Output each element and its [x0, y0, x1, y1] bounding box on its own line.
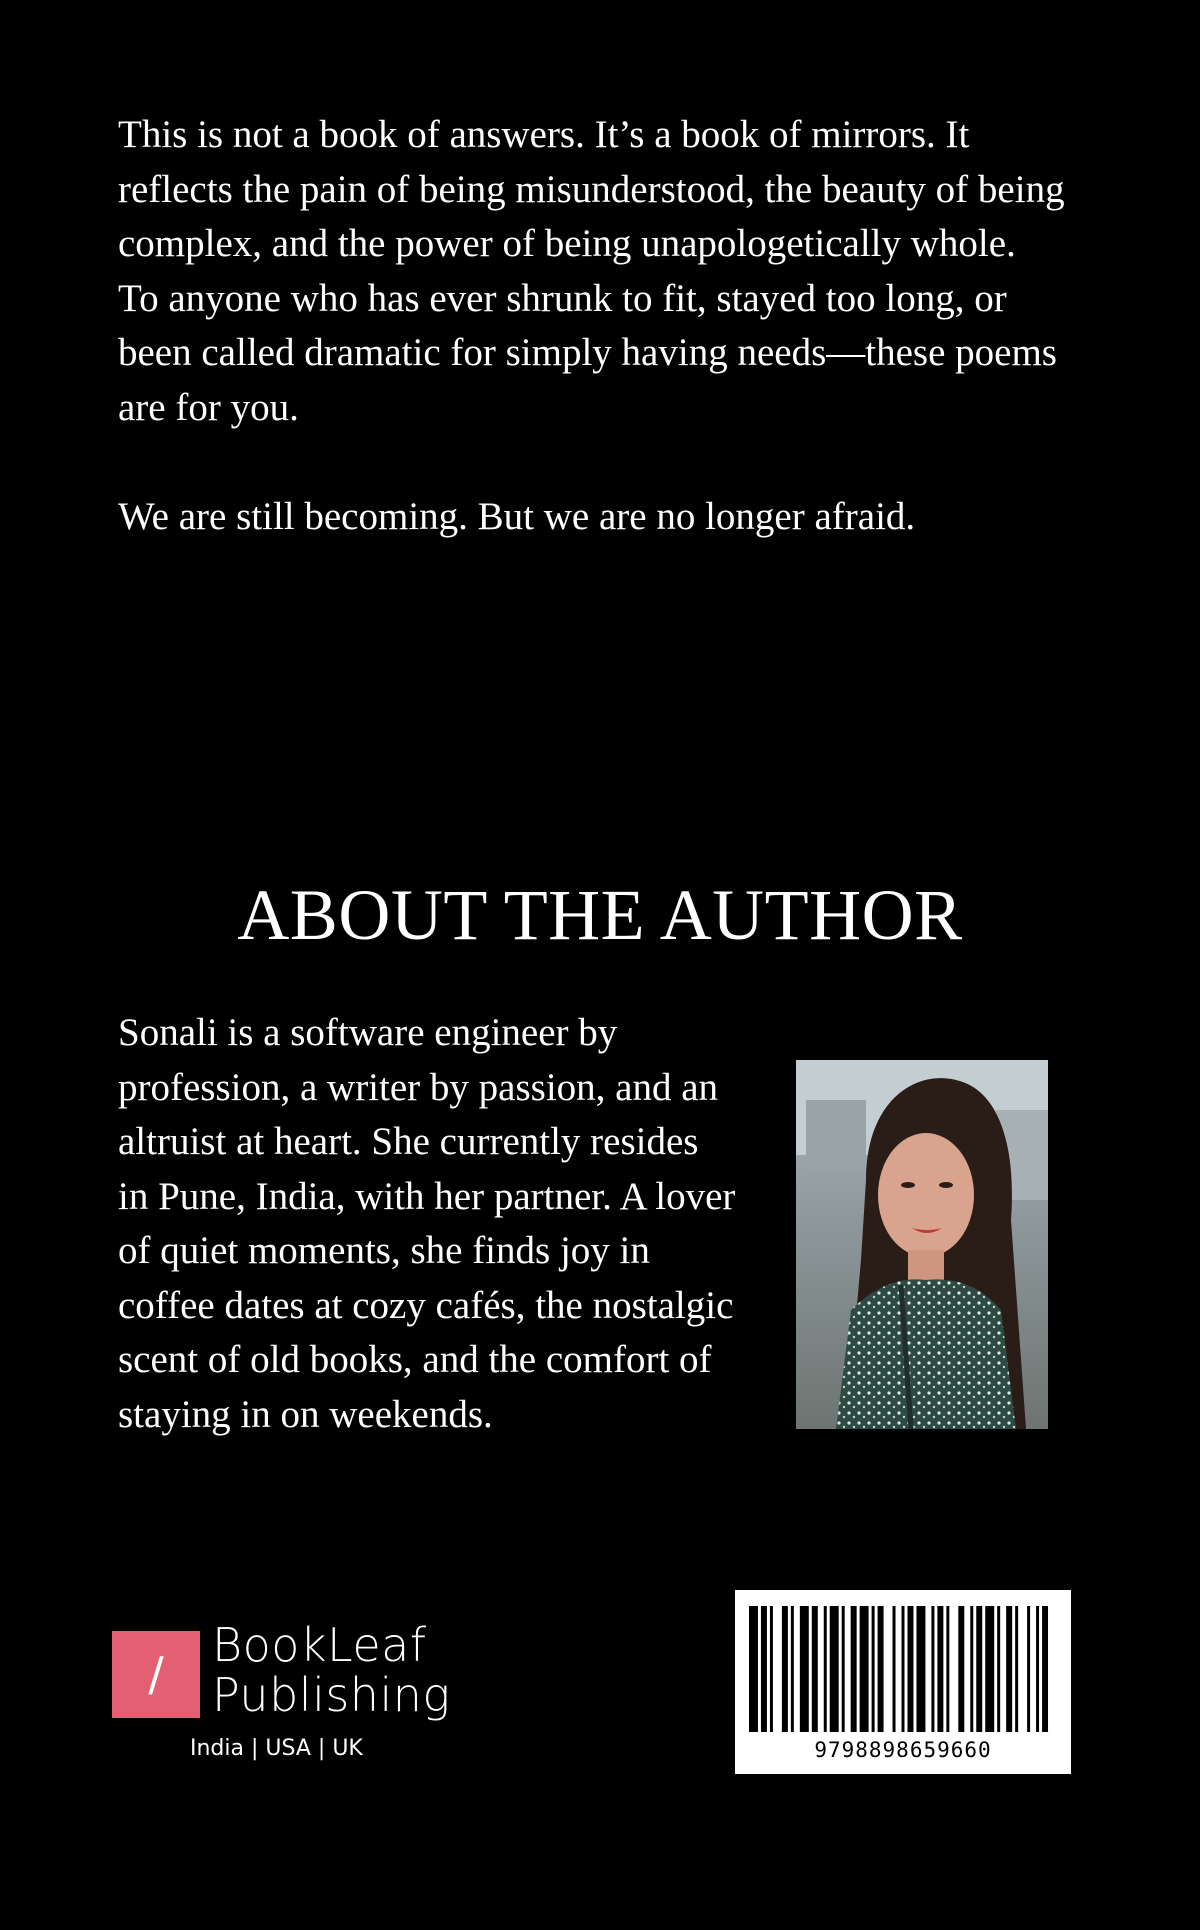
isbn-barcode — [735, 1590, 1071, 1774]
barcode-bar — [1027, 1606, 1030, 1732]
about-author-heading: ABOUT THE AUTHOR — [237, 875, 963, 955]
publisher-countries: India | USA | UK — [190, 1736, 363, 1761]
barcode-bar — [770, 1606, 773, 1732]
barcode-bar — [946, 1606, 949, 1732]
barcode-bar — [1006, 1606, 1012, 1732]
publisher-name-line-1: BookLeaf — [212, 1618, 427, 1672]
barcode-bar — [761, 1606, 767, 1732]
barcode-bar — [958, 1606, 964, 1732]
barcode-bar — [824, 1606, 827, 1732]
publisher-name-line-2: Publishing — [212, 1668, 451, 1722]
barcode-bar — [916, 1606, 925, 1732]
barcode-bar — [985, 1606, 994, 1732]
barcode-bar — [1036, 1606, 1039, 1732]
barcode-bar — [842, 1606, 845, 1732]
publisher-name — [212, 1620, 451, 1720]
barcode-bar — [851, 1606, 857, 1732]
barcode-bar — [907, 1606, 913, 1732]
blurb-paragraph-3: We are still becoming. But we are no longer afraid. — [118, 494, 916, 538]
barcode-bar — [791, 1606, 794, 1732]
barcode-bar — [860, 1606, 869, 1732]
barcode-bar — [749, 1606, 758, 1732]
blurb-paragraph-1: This is not a book of answers. It’s a book of mirrors. It reflects the pain of being misunderstood, the beauty of being complex, and the power of being unapologetically whole. — [118, 113, 1065, 265]
publisher-logo-mark — [112, 1631, 200, 1718]
back-cover-blurb — [118, 108, 1078, 544]
blurb-paragraph-2: To anyone who has ever shrunk to fit, stayed too long, or been called dramatic for simply having needs—these poems are for you. — [118, 276, 1057, 429]
barcode-bar — [872, 1606, 875, 1732]
barcode-bar — [830, 1606, 839, 1732]
barcode-bar — [893, 1606, 896, 1732]
barcode-bar — [800, 1606, 809, 1732]
barcode-bar — [1015, 1606, 1018, 1732]
barcode-bar — [902, 1606, 905, 1732]
barcode-bar — [976, 1606, 982, 1732]
publisher-logo — [112, 1618, 472, 1768]
barcode-bar — [931, 1606, 934, 1732]
author-photo — [796, 1060, 1048, 1429]
author-bio: Sonali is a software engineer by profession, a writer by passion, and an altruist at heart. She currently resides in Pune, India, with her partner. A lover of quiet moments, she finds joy in coffee dates at cozy cafés, the nostalgic scent of old books, and the comfort of staying in on weekends. — [118, 1011, 736, 1436]
barcode-bar — [937, 1606, 943, 1732]
barcode-bar — [997, 1606, 1000, 1732]
barcode-bars — [749, 1606, 1057, 1732]
barcode-bar — [812, 1606, 818, 1732]
barcode-bar — [1042, 1606, 1048, 1732]
barcode-bar — [970, 1606, 973, 1732]
barcode-bar — [878, 1606, 884, 1732]
slash-icon: / — [148, 1647, 164, 1701]
isbn-number: 9798898659660 — [814, 1738, 992, 1762]
barcode-bar — [782, 1606, 788, 1732]
